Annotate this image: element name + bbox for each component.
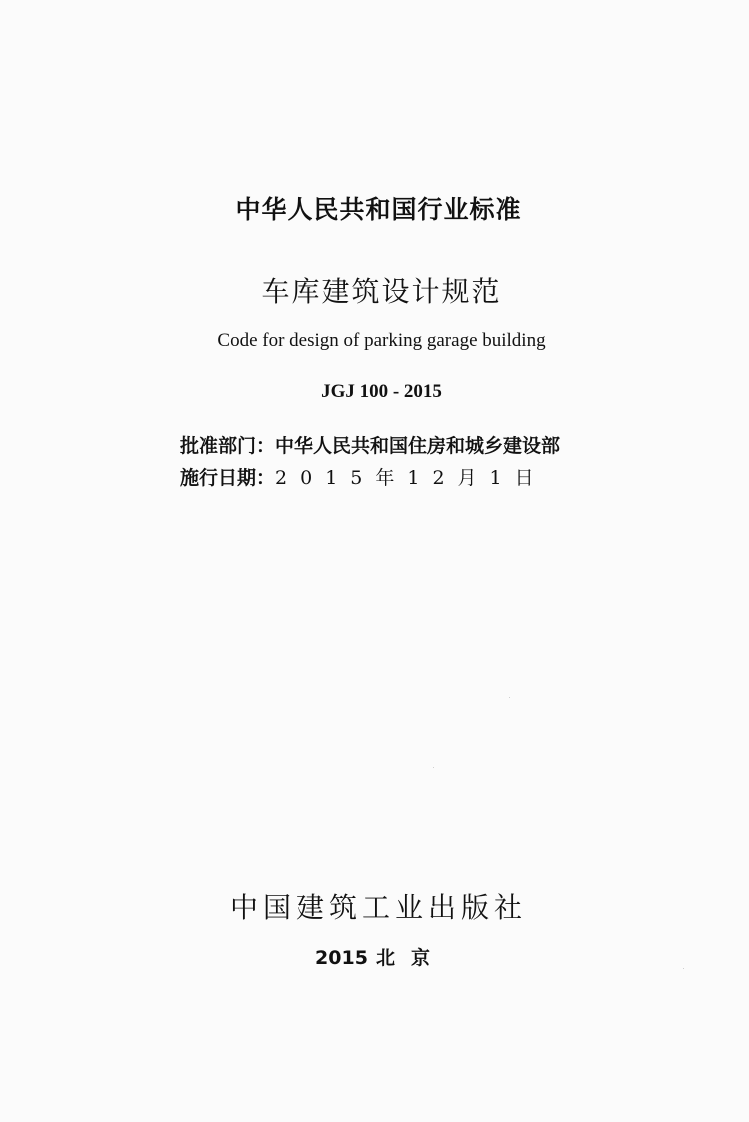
document-title-chinese: 车库建筑设计规范	[261, 275, 502, 308]
effective-date-label: 施行日期：	[180, 467, 276, 489]
standard-category: 中华人民共和国行业标准	[235, 195, 522, 224]
publication-line	[0, 943, 749, 970]
approval-label: 批准部门：	[180, 435, 276, 457]
approval-department	[180, 431, 560, 458]
paper-speck	[509, 697, 510, 698]
paper-speck	[683, 968, 684, 969]
standard-code: JGJ 100 - 2015	[321, 381, 442, 402]
publication-city: 北京	[375, 947, 446, 969]
publisher-name: 中国建筑工业出版社	[229, 891, 527, 924]
publication-year: 2015	[315, 947, 368, 969]
paper-speck	[433, 767, 434, 768]
effective-date	[180, 463, 547, 490]
approval-value: 中华人民共和国住房和城乡建设部	[275, 435, 561, 457]
effective-date-value: 2015年12月1日	[275, 467, 547, 489]
document-title-english: Code for design of parking garage building	[217, 330, 546, 351]
